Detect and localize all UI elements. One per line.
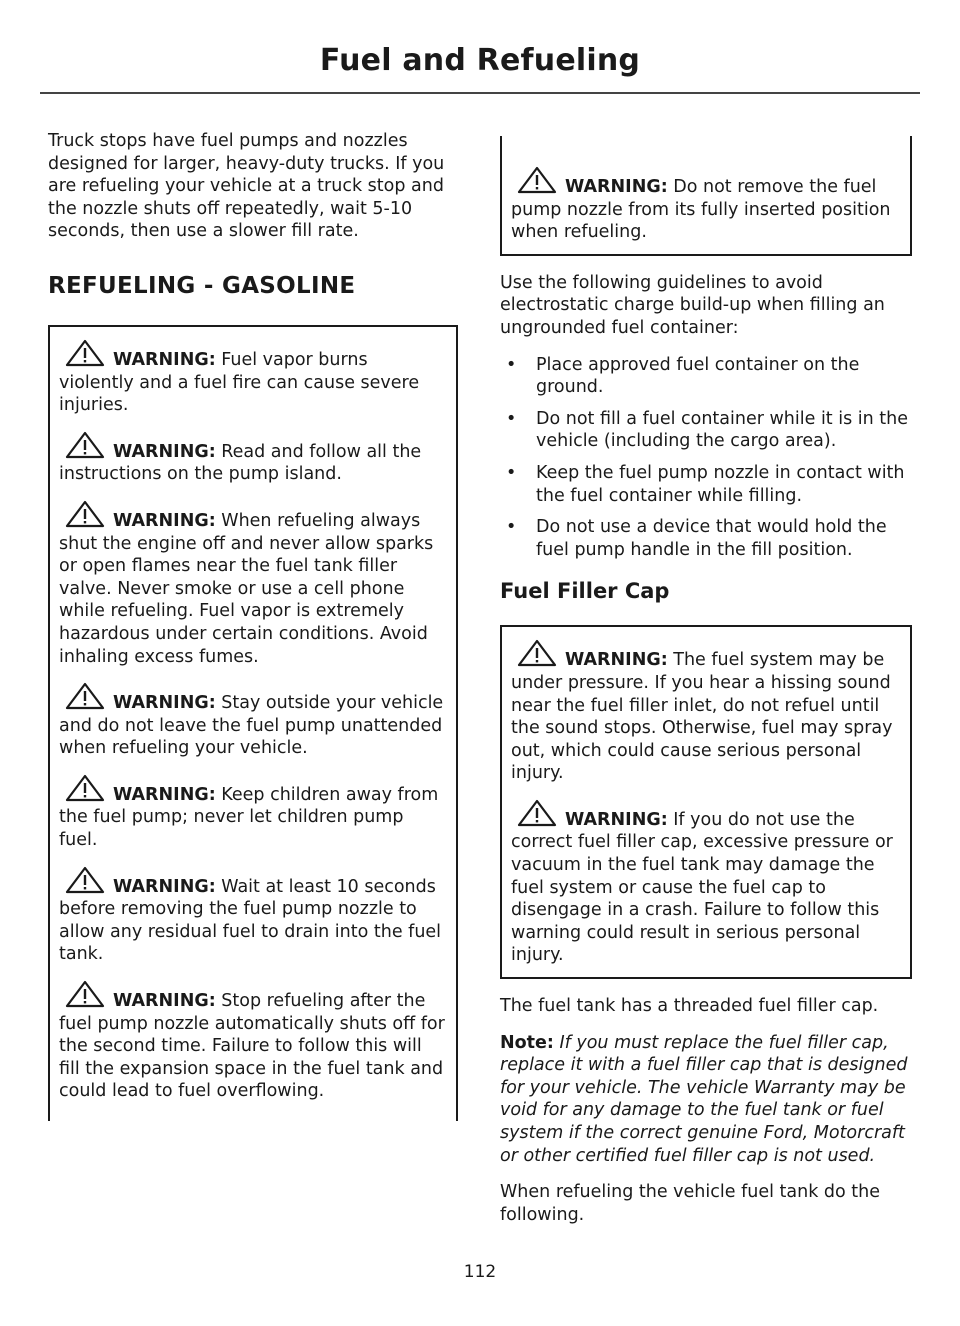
warning-label: WARNING: — [113, 441, 216, 462]
warning-triangle-icon — [517, 799, 557, 827]
warning-triangle-icon — [517, 639, 557, 667]
warning-item — [511, 166, 901, 244]
page-title: Fuel and Refueling — [319, 43, 641, 78]
warning-label: WARNING: — [113, 784, 216, 805]
page-number: 112 — [463, 1262, 497, 1282]
warning-item — [59, 774, 447, 852]
list-item — [500, 516, 912, 561]
warning-item — [59, 980, 447, 1103]
closing-paragraph: When refueling the vehicle fuel tank do the following. — [500, 1182, 880, 1225]
warning-triangle-icon — [65, 866, 105, 894]
warning-text: Stop refueling after the fuel pump nozzle automatically shuts off for the second time. Failure to follow this will fill the expansion space in the fuel tank and could lead to fuel overflowing. — [59, 991, 445, 1102]
warning-triangle-icon — [65, 774, 105, 802]
gasoline-warnings-box — [48, 325, 458, 1121]
guidelines-intro: Use the following guidelines to avoid electrostatic charge build-up when filling an ungrounded fuel container: — [500, 272, 885, 338]
filler-cap-warnings-box — [500, 625, 912, 979]
warning-text: The fuel system may be under pressure. If you hear a hissing sound near the fuel filler inlet, do not refuel until the sound stops. Otherwise, fuel may spray out, which could cause serious personal injury. — [511, 650, 893, 784]
warning-text: Do not remove the fuel pump nozzle from its fully inserted position when refueling. — [511, 177, 891, 243]
warning-label: WARNING: — [113, 349, 216, 370]
warning-label: WARNING: — [565, 809, 668, 830]
right-column — [500, 136, 912, 1240]
note-label: Note: — [500, 1032, 554, 1053]
list-item — [500, 354, 912, 399]
warning-text: Keep children away from the fuel pump; never let children pump fuel. — [59, 784, 439, 851]
warning-text: Read and follow all the instructions on the pump island. — [59, 441, 422, 485]
list-item-text: Do not use a device that would hold the fuel pump handle in the fill position. — [536, 517, 887, 560]
warning-triangle-icon — [65, 500, 105, 528]
list-item-text: Do not fill a fuel container while it is in the vehicle (including the cargo area). — [536, 408, 909, 452]
warning-label: WARNING: — [113, 991, 216, 1012]
warning-text: When refueling always shut the engine off and never allow sparks or open flames near the fuel tank filler valve. Never smoke or use a cell phone while refueling. Fuel vapor is extremely hazardous under certain conditions. Avoid inhaling excess fumes. — [59, 510, 434, 667]
bullet-mark: • — [506, 408, 517, 429]
guidelines-list — [500, 354, 912, 562]
warning-item — [59, 431, 447, 486]
warning-item — [59, 339, 447, 417]
warning-label: WARNING: — [113, 693, 216, 714]
subsection-title: Fuel Filler Cap — [500, 579, 670, 604]
warning-triangle-icon — [65, 682, 105, 710]
warning-item — [511, 799, 901, 967]
threaded-cap-paragraph: The fuel tank has a threaded fuel filler cap. — [500, 996, 879, 1017]
warning-text: Wait at least 10 seconds before removing the fuel pump nozzle to allow any residual fuel to drain into the fuel tank. — [59, 876, 442, 965]
warning-label: WARNING: — [113, 510, 216, 531]
list-item — [500, 462, 912, 507]
warning-triangle-icon — [65, 980, 105, 1008]
section-title: REFUELING - GASOLINE — [48, 272, 356, 299]
warning-label: WARNING: — [565, 650, 668, 671]
truck-stop-paragraph: Truck stops have fuel pumps and nozzles designed for larger, heavy-duty trucks. If you are refueling your vehicle at a truck stop and the nozzle shuts off repeatedly, wait 5-10 seconds, then use a slower fill rate. — [48, 131, 445, 242]
warning-label: WARNING: — [113, 876, 216, 897]
bullet-mark: • — [506, 462, 517, 483]
nozzle-warning-box — [500, 136, 912, 256]
list-item-text: Place approved fuel container on the ground. — [536, 354, 860, 398]
warning-item — [59, 866, 447, 966]
list-item-text: Keep the fuel pump nozzle in contact with the fuel container while filling. — [536, 462, 905, 506]
warning-item — [59, 500, 447, 668]
note-text: If you must replace the fuel filler cap, replace it with a fuel filler cap that is designed for your vehicle. The vehicle Warranty may be void for any damage to the fuel tank or fuel system if the correct genuine Ford, Motorcraft or other certified fuel filler cap is not used. — [500, 1032, 908, 1166]
warning-text: Fuel vapor burns violently and a fuel fire can cause severe injuries. — [59, 349, 420, 416]
bullet-mark: • — [506, 517, 517, 538]
warning-triangle-icon — [517, 166, 557, 194]
left-column — [48, 130, 458, 1121]
bullet-mark: • — [506, 354, 517, 375]
page-header — [40, 30, 920, 94]
warning-item — [59, 682, 447, 760]
warning-triangle-icon — [65, 339, 105, 367]
warning-triangle-icon — [65, 431, 105, 459]
warning-label: WARNING: — [565, 177, 668, 197]
note-paragraph — [500, 1032, 912, 1168]
warning-text: If you do not use the correct fuel filler cap, excessive pressure or vacuum in the fuel tank may damage the fuel system or cause the fuel cap to disengage in a crash. Failure to follow this warning could result in serious personal injury. — [511, 809, 893, 966]
warning-text: Stay outside your vehicle and do not leave the fuel pump unattended when refueling your vehicle. — [59, 693, 444, 759]
list-item — [500, 408, 912, 453]
warning-item — [511, 639, 901, 785]
